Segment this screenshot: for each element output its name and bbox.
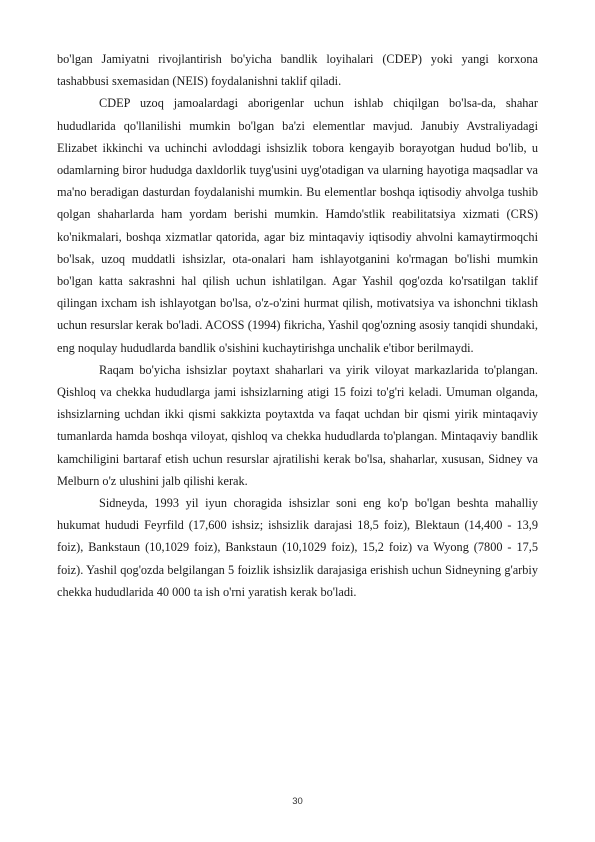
page-number: 30 <box>292 796 303 807</box>
paragraph-continuation: bo'lgan Jamiyatni rivojlantirish bo'yicha bandlik loyihalari (CDEP) yoki yangi korxona tashabbusi sxemasidan (NEIS) foydalanishni taklif qiladi. <box>57 52 538 89</box>
body-text <box>57 48 538 603</box>
paragraph-cdep: CDEP uzoq jamoalardagi aborigenlar uchun ishlab chiqilgan bo'lsa-da, shahar hududlarida qo'llanilishi mumkin bo'lgan ba'zi elementlar mavjud. Janubiy Avstraliyadagi Elizabet ikkinchi va uchinchi avloddagi ishsizlik tobora kengayib borayotgan hudud bo'lib, u odamlarning biror hududga daxldorlik tuyg'usini uyg'otadigan va ularning hayotiga maqsadlar va ma'no beradigan dasturdan foydalanishi mumkin. Bu elementlar boshqa iqtisodiy ahvolga tushib qolgan shaharlarda ham yordam berishi mumkin. Hamdo'stlik reabilitatsiya xizmati (CRS) ko'nikmalari, boshqa xizmatlar qatorida, agar biz mintaqaviy iqtisodiy ahvolni kamaytirmoqchi bo'lsak, uzoq muddatli ishsizlar, ota-onalari ham ishlayotganini ko'rmagan bo'lishi mumkin bo'lgan katta sakrashni hal qilish uchun ishlatilgan. Agar Yashil qog'ozda ko'rsatilgan taklif qilingan ixcham ish ishlayotgan bo'lsa, o'z-o'zini hurmat qilish, motivatsiya va ishonchni tiklash uchun resurslar kerak bo'ladi. ACOSS (1994) fikricha, Yashil qog'ozning asosiy tanqidi shundaki, eng noqulay hududlarda bandlik o'sishini kuchaytirishga unchalik e'tibor berilmaydi. <box>57 96 538 355</box>
paragraph-unemployed-distribution: Raqam bo'yicha ishsizlar poytaxt shaharlari va yirik viloyat markazlarida to'plangan. Qishloq va chekka hududlarga jami ishsizlarning atigi 15 foizi to'g'ri keladi. Umuman olganda, ishsizlarning uchdan ikki qismi sakkizta poytaxtda va faqat uchdan bir qismi yirik mintaqaviy tumanlarda hamda boshqa viloyat, qishloq va chekka hududlarda to'plangan. Mintaqaviy bandlik kamchiligini bartaraf etish uchun resurslar ajratilishi kerak bo'lsa, shaharlar, xususan, Sidney va Melburn o'z ulushini jalb qilishi kerak. <box>57 362 538 488</box>
paragraph-sydney: Sidneyda, 1993 yil iyun choragida ishsizlar soni eng ko'p bo'lgan beshta mahalliy hukumat hududi Feyrfild (17,600 ishsiz; ishsizlik darajasi 18,5 foiz), Blektaun (14,400 - 13,9 foiz), Bankstaun (10,1029 foiz), Bankstaun (10,1029 foiz), 15,2 foiz) va Wyong (7800 - 17,5 foiz). Yashil qog'ozda belgilangan 5 foizlik ishsizlik darajasiga erishish uchun Sidneyning g'arbiy chekka hududlarida 40 000 ta ish o'rni yaratish kerak bo'ladi. <box>57 496 538 599</box>
